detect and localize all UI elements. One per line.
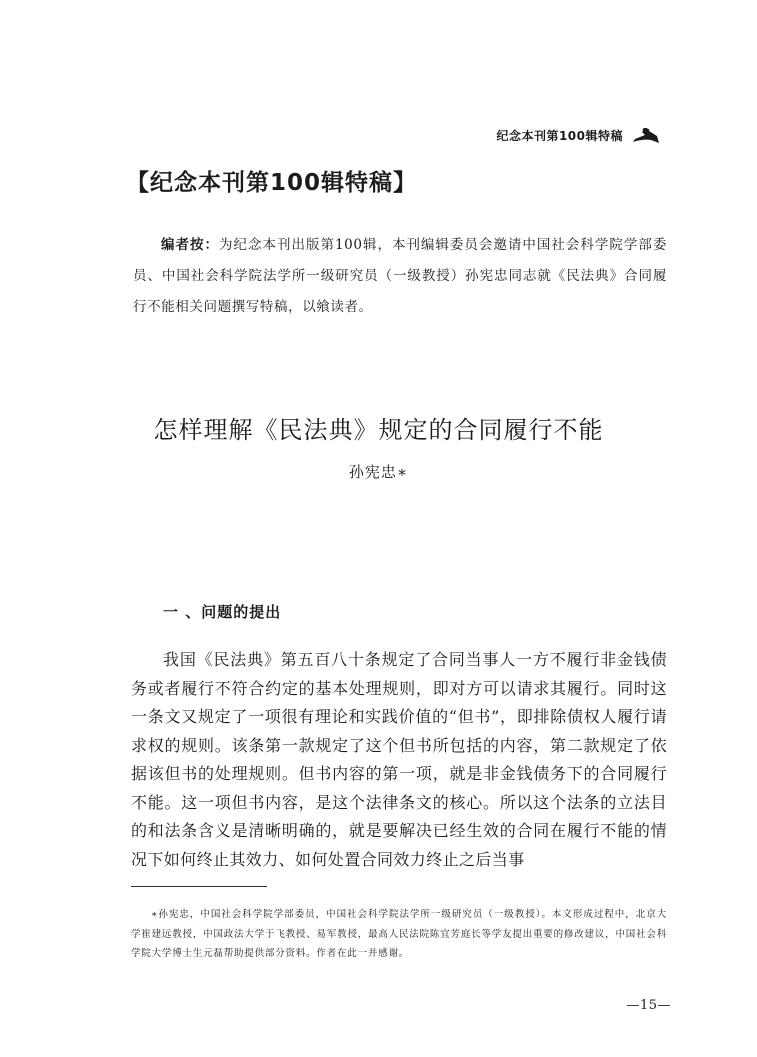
body-paragraph: 我国《民法典》第五百八十条规定了合同当事人一方不履行非金钱债务或者履行不符合约定的基本处理规则，即对方可以请求其履行。同时这一条文又规定了一项很有理论和实践价值的“但书”，即排除债权人履行请求权的规则。该条第一款规定了这个但书所包括的内容，第二款规定了依据该但书的处理规则。但书内容的第一项，就是非金钱债务下的合同履行不能。这一项但书内容，是这个法律条文的核心。所以这个法条的立法目的和法条含义是清晰明确的，就是要解决已经生效的合同在履行不能的情况下如何终止其效力、如何处置合同效力终止之后当事 — [131, 650, 667, 869]
page-number: —15— — [626, 998, 671, 1013]
article-title: 怎样理解《民法典》规定的合同履行不能 — [153, 416, 604, 444]
editor-note — [133, 230, 667, 323]
footnote-divider — [131, 886, 267, 887]
footnote: ∗孙宪忠，中国社会科学院学部委员，中国社会科学院法学所一级研究员（一级教授）。本文形成过程中，北京大学崔建远教授，中国政法大学于飞教授、易军教授，最高人民法院陈宜芳庭长等学友提出重要的修改建议，中国社会科学院大学博士生元磊帮助提供部分资料。作者在此一并感谢。 — [131, 909, 667, 959]
running-header — [496, 127, 661, 144]
editor-note-label: 编者按： — [161, 237, 219, 253]
gavel-icon — [631, 128, 661, 144]
editor-note-text: 为纪念本刊出版第100辑，本刊编辑委员会邀请中国社会科学院学部委员、中国社会科学院法学所一级研究员（一级教授）孙宪忠同志就《民法典》合同履行不能相关问题撰写特稿，以飨读者。 — [133, 237, 668, 315]
section-heading: 一 、问题的提出 — [163, 603, 282, 621]
running-header-text: 纪念本刊第100辑特稿 — [496, 129, 623, 143]
special-issue-heading: 【纪念本刊第100辑特稿】 — [126, 170, 418, 196]
author-name: 孙宪忠∗ — [348, 463, 409, 481]
